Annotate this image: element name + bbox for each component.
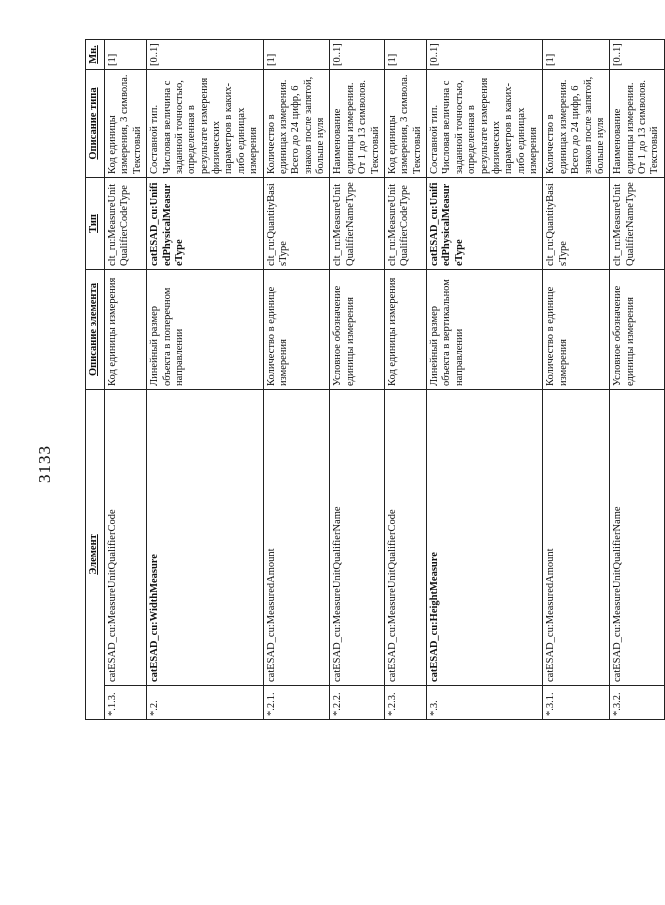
header-element: Элемент <box>86 390 105 720</box>
type-name: clt_ru:QuantityBasisType <box>263 178 330 270</box>
type-description: Количество в единицах измерения. Всего до 24 цифр, 6 знаков после запятой, больше нуля <box>263 70 330 178</box>
type-description: Наименование единицы измерения. От 1 до 13 символов. Текстовый <box>330 70 385 178</box>
row-number: *.3. <box>427 686 543 720</box>
element-description: Количество в единице измерения <box>543 270 610 390</box>
table-row <box>147 40 263 720</box>
table-row <box>263 40 330 720</box>
row-number: *.2.3. <box>384 686 426 720</box>
element-name: catESAD_cu:MeasureUnitQualifierName <box>610 390 665 686</box>
element-name: catESAD_cu:WidthMeasure <box>147 390 263 686</box>
table-row <box>427 40 543 720</box>
row-number: *.2.1. <box>263 686 330 720</box>
type-name: clt_ru:MeasureUnitQualifierNameType <box>610 178 665 270</box>
header-type-description: Описание типа <box>86 70 105 178</box>
table-body <box>105 40 665 720</box>
row-number: *.3.1. <box>543 686 610 720</box>
multiplicity: [1] <box>263 40 330 70</box>
element-name: catESAD_cu:MeasureUnitQualifierCode <box>384 390 426 686</box>
type-description: Наименование единицы измерения. От 1 до 13 символов. Текстовый <box>610 70 665 178</box>
type-description: Количество в единицах измерения. Всего до 24 цифр, 6 знаков после запятой, больше нуля <box>543 70 610 178</box>
row-number: *.2. <box>147 686 263 720</box>
table-row <box>330 40 385 720</box>
row-number: *.2.2. <box>330 686 385 720</box>
element-description: Условное обозначение единицы измерения <box>330 270 385 390</box>
element-name: catESAD_cu:HeightMeasure <box>427 390 543 686</box>
type-name: clt_ru:MeasureUnitQualifierCodeType <box>105 178 147 270</box>
element-description: Количество в единице измерения <box>263 270 330 390</box>
multiplicity: [0..1] <box>610 40 665 70</box>
element-description: Условное обозначение единицы измерения <box>610 270 665 390</box>
header-multiplicity: Мн. <box>86 40 105 70</box>
schema-table <box>85 39 665 720</box>
element-name: catESAD_cu:MeasuredAmount <box>543 390 610 686</box>
page-number: 3133 <box>35 445 54 483</box>
multiplicity: [0..1] <box>330 40 385 70</box>
multiplicity: [0..1] <box>147 40 263 70</box>
table-row <box>543 40 610 720</box>
type-description: Код единицы измерения, 3 символа. Текстовый <box>105 70 147 178</box>
type-name: clt_ru:MeasureUnitQualifierCodeType <box>384 178 426 270</box>
multiplicity: [1] <box>543 40 610 70</box>
header-element-description: Описание элемента <box>86 270 105 390</box>
multiplicity: [1] <box>384 40 426 70</box>
element-description: Линейный размер объекта в вертикальном направлении <box>427 270 543 390</box>
element-description: Линейный размер объекта в поперечном направлении <box>147 270 263 390</box>
table-header-row <box>86 40 105 720</box>
table-row <box>105 40 147 720</box>
type-name: clt_ru:MeasureUnitQualifierNameType <box>330 178 385 270</box>
element-name: catESAD_cu:MeasuredAmount <box>263 390 330 686</box>
row-number: *.3.2. <box>610 686 665 720</box>
type-name: catESAD_cu:UnifiedPhysicalMeasureType <box>427 178 543 270</box>
type-name: catESAD_cu:UnifiedPhysicalMeasureType <box>147 178 263 270</box>
type-description: Составной тип. Числовая величина с заданной точностью, определенная в результате измерения физических параметров в каких-либо единицах измерения <box>147 70 263 178</box>
table-row <box>610 40 665 720</box>
header-type: Тип <box>86 178 105 270</box>
element-name: catESAD_cu:MeasureUnitQualifierName <box>330 390 385 686</box>
type-name: clt_ru:QuantityBasisType <box>543 178 610 270</box>
type-description: Составной тип. Числовая величина с заданной точностью, определенная в результате измерения физических параметров в каких-либо единицах измерения <box>427 70 543 178</box>
multiplicity: [0..1] <box>427 40 543 70</box>
row-number: *.1.3. <box>105 686 147 720</box>
type-description: Код единицы измерения, 3 символа. Текстовый <box>384 70 426 178</box>
table-row <box>384 40 426 720</box>
element-description: Код единицы измерения <box>384 270 426 390</box>
multiplicity: [1] <box>105 40 147 70</box>
element-description: Код единицы измерения <box>105 270 147 390</box>
rotated-table-container <box>85 40 661 720</box>
element-name: catESAD_cu:MeasureUnitQualifierCode <box>105 390 147 686</box>
